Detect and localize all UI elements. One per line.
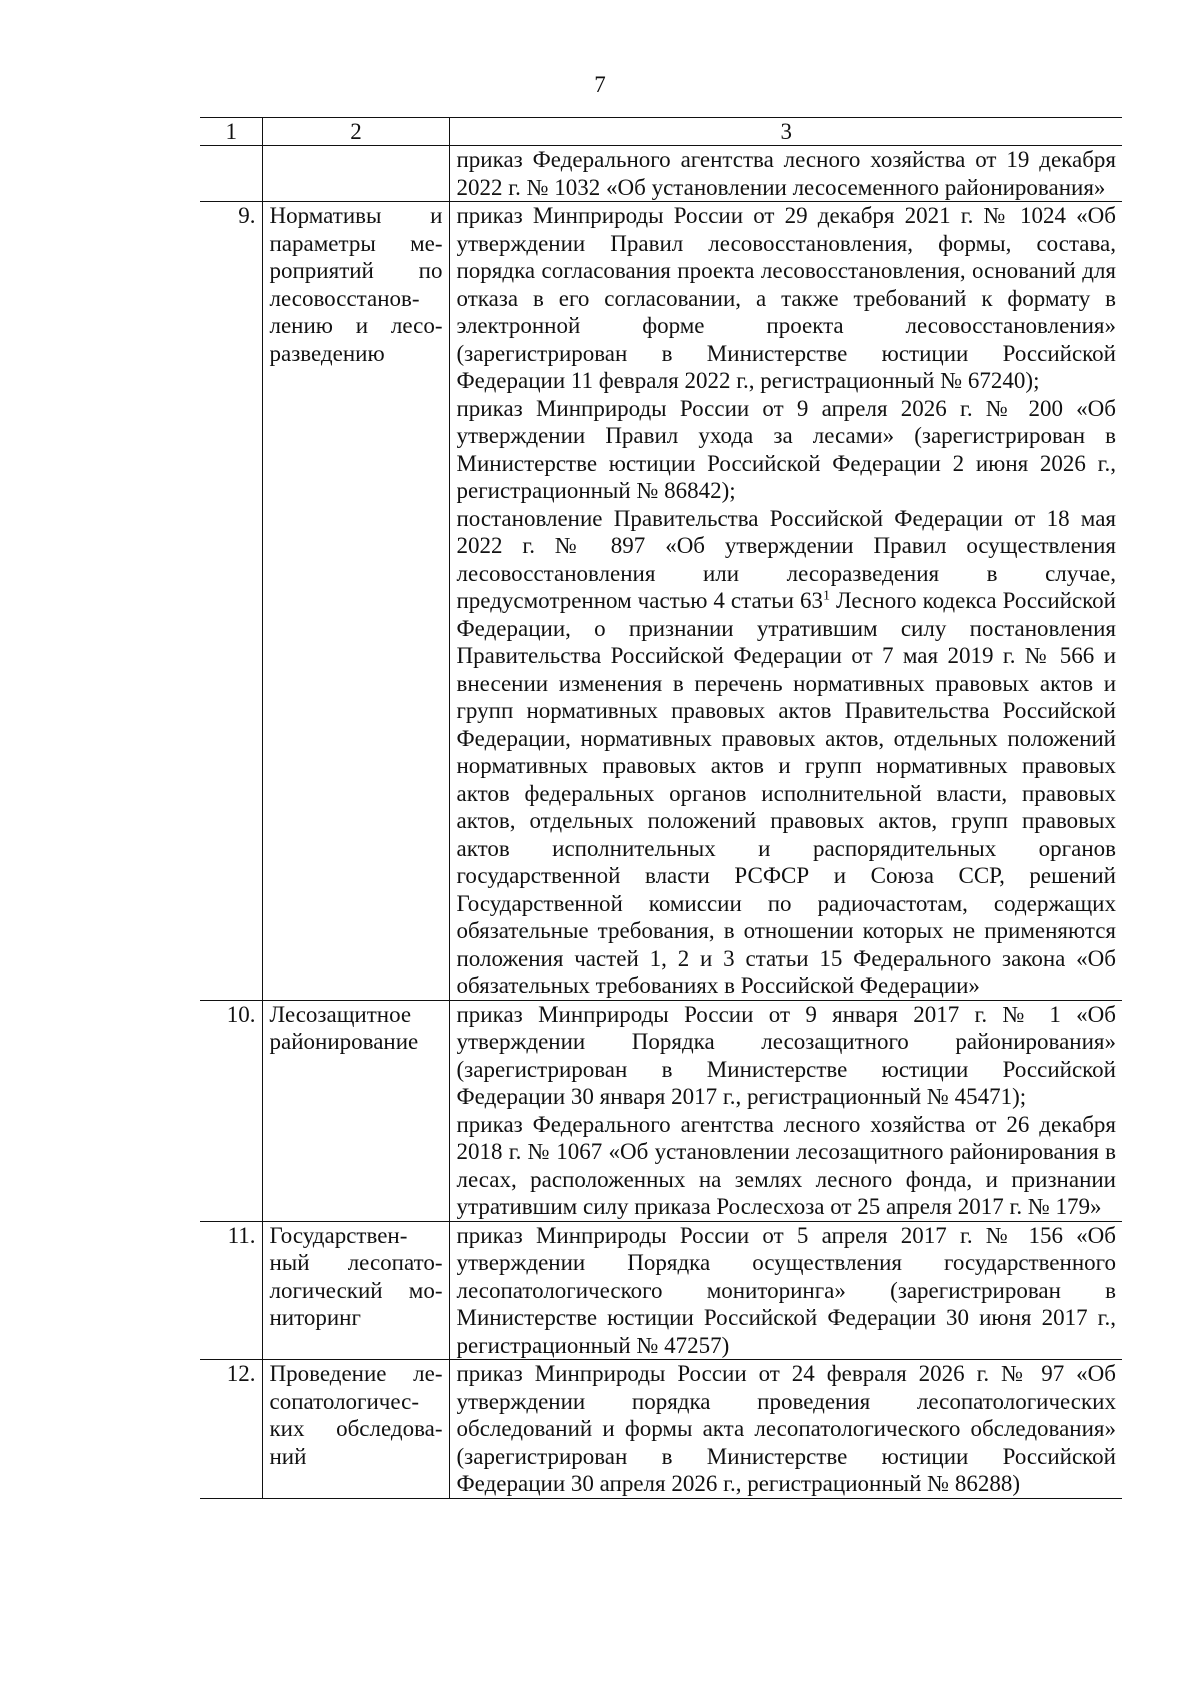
table-row: [200, 1000, 1122, 1221]
regulation-paragraph: приказ Федерального агентства лесного хозяйства от 26 декабря 2018 г. № 1067 «Об установлении лесозащитного районирования в лесах, расположенных на землях лесного фонда, и признании утратившим силу приказа Рослесхоза от 25 апреля 2017 г. № 179»: [456, 1111, 1116, 1219]
row-title-line: разведению: [269, 340, 385, 366]
row-title-line: параметры ме-: [269, 230, 443, 256]
row-regulations: [449, 1221, 1122, 1360]
regulations-table: [200, 117, 1122, 1499]
regulation-paragraph: приказ Минприроды России от 9 января 2017 г. № 1 «Об утверждении Порядка лесозащитного районирования» (зарегистрирован в Министерстве юстиции Российской Федерации 30 января 2017 г., регистрационный № 45471);: [456, 1001, 1116, 1109]
regulation-paragraph: приказ Минприроды России от 5 апреля 2017 г. № 156 «Об утверждении Порядка осуществления государственного лесопатологического мониторинга» (зарегистрирован в Министерстве юстиции Российской Федерации 30 июня 2017 г., регистрационный № 47257): [456, 1222, 1116, 1358]
regulation-paragraph: приказ Минприроды России от 29 декабря 2021 г. № 1024 «Об утверждении Правил лесовосстановления, формы, состава, порядка согласования проекта лесовосстановления, оснований для отказа в его согласовании, а также требований к формату в электронной форме проекта лесовосстановления» (зарегистрирован в Министерстве юстиции Российской Федерации 11 февраля 2022 г., регистрационный № 67240);: [456, 203, 1116, 393]
table-row: [200, 146, 1122, 202]
page-number: 7: [594, 72, 606, 97]
regulation-paragraph: приказ Минприроды России от 24 февраля 2026 г. № 97 «Об утверждении порядка проведения лесопатологических обследований и формы акта лесопатологического обследования» (зарегистрирован в Министерстве юстиции Российской Федерации 30 апреля 2026 г., регистрационный № 86288): [456, 1361, 1116, 1496]
row-title-line: Нормативы и: [269, 203, 443, 228]
row-title-line: лению и лесо-: [269, 313, 443, 338]
row-title-line: ких обследова-: [269, 1416, 443, 1441]
row-title-line: Проведение ле-: [269, 1361, 443, 1386]
row-title: [262, 1221, 449, 1360]
row-regulations: [449, 1360, 1122, 1499]
row-title-line: логический мо-: [269, 1277, 443, 1303]
row-title-line: ный лесопато-: [269, 1250, 443, 1275]
regulation-paragraph: постановление Правительства Российской Федерации от 18 мая 2022 г. № 897 «Об утверждении Правил осуществления лесовосстановления или лесоразведения в случае, предусмотренном частью 4 статьи $63^1$ Лесного кодекса Российской Федерации, о признании утратившим силу постановления Правительства Российской Федерации от 7 мая 2019 г. № 566 и внесении изменения в перечень нормативных правовых актов и групп нормативных правовых актов Правительства Российской Федерации, нормативных правовых актов, отдельных положений нормативных правовых актов и групп нормативных правовых актов федеральных органов исполнительной власти, правовых актов, отдельных положений правовых актов, групп правовых актов исполнительных и распорядительных органов государственной власти РСФСР и Союза ССР, решений Государственной комиссии по радиочастотам, содержащих обязательные требования, в отношении которых не применяются положения частей 1, 2 и 3 статьи 15 Федерального закона «Об обязательных требованиях в Российской Федерации»: [456, 505, 1116, 998]
row-regulations: [449, 1000, 1122, 1221]
row-number: [200, 146, 262, 202]
row-title-line: сопатологичес-: [269, 1388, 420, 1414]
header-col-1: 1: [200, 118, 262, 146]
header-col-3: 3: [449, 118, 1122, 146]
row-title: [262, 1360, 449, 1499]
row-title-line: лесовосстанов-: [269, 285, 420, 311]
row-title-line: Государствен-: [269, 1222, 408, 1248]
row-regulations: [449, 202, 1122, 1001]
table-row: [200, 202, 1122, 1001]
table-row: [200, 1360, 1122, 1499]
regulation-paragraph: приказ Минприроды России от 9 апреля 2026 г. № 200 «Об утверждении Правил ухода за лесами» (зарегистрирован в Министерстве юстиции Российской Федерации 2 июня 2026 г., регистрационный № 86842);: [456, 395, 1116, 503]
row-number: 9.: [200, 202, 262, 1001]
row-title-line: ний: [269, 1443, 307, 1469]
row-number: 10.: [200, 1000, 262, 1221]
row-title: [262, 202, 449, 1001]
regulation-paragraph: приказ Федерального агентства лесного хозяйства от 19 декабря 2022 г. № 1032 «Об установлении лесосеменного районирования»: [456, 147, 1116, 200]
row-title-line: Лесозащитное: [269, 1001, 412, 1027]
superscript: 1: [822, 588, 830, 604]
row-title-line: роприятий по: [269, 258, 443, 283]
row-title-line: районирование: [269, 1029, 419, 1054]
row-title-line: ниторинг: [269, 1305, 361, 1330]
header-col-2: 2: [262, 118, 449, 146]
table-header-row: [200, 118, 1122, 146]
row-number: 11.: [200, 1221, 262, 1360]
row-title: [262, 146, 449, 202]
row-number: 12.: [200, 1360, 262, 1499]
table-row: [200, 1221, 1122, 1360]
row-title: [262, 1000, 449, 1221]
row-regulations: [449, 146, 1122, 202]
